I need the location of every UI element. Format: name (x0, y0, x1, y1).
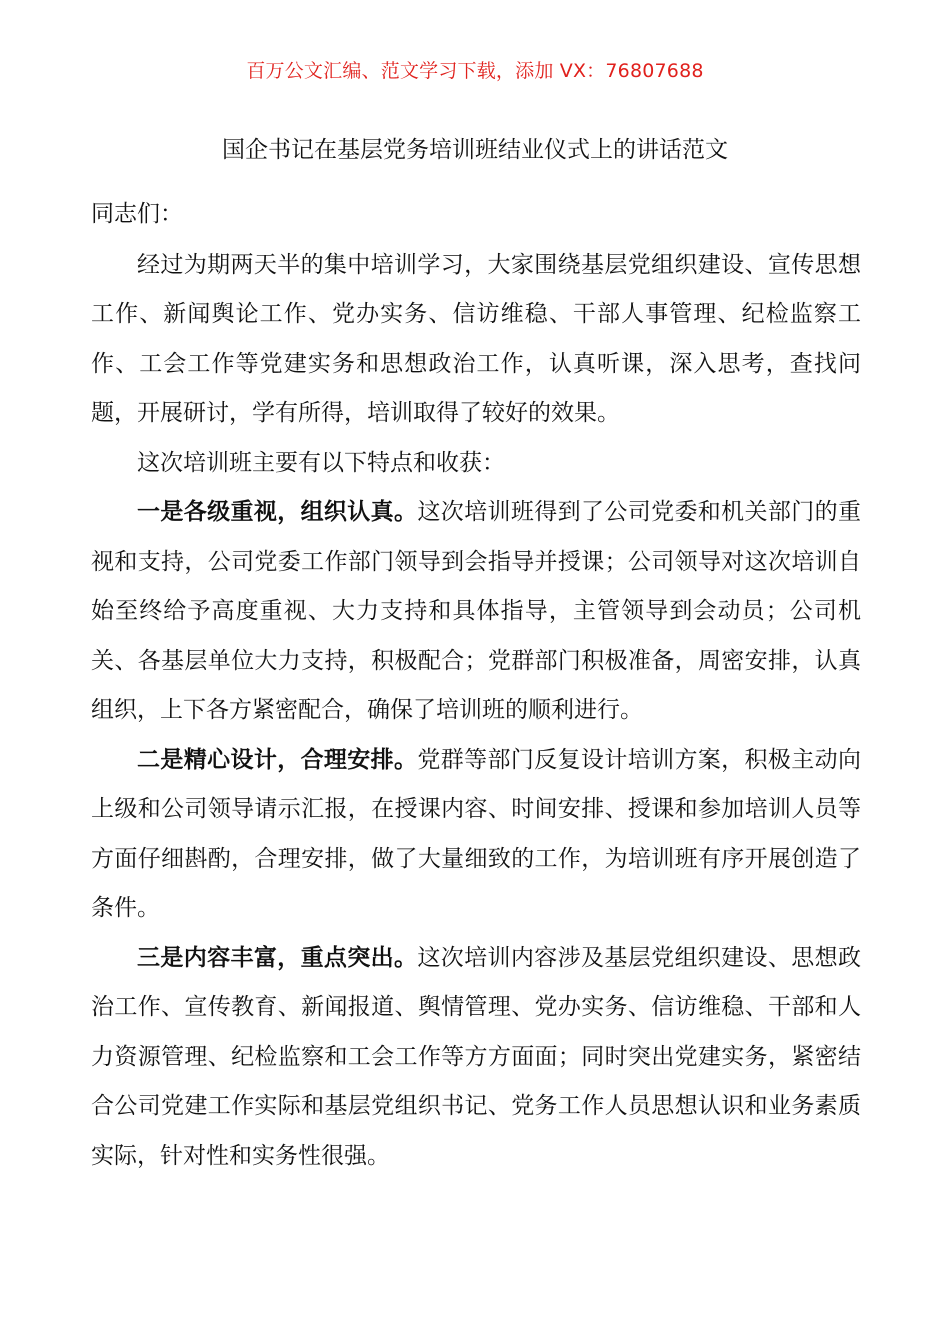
paragraph-intro (91, 241, 861, 439)
paragraph-heading: 三是内容丰富，重点突出。 (137, 944, 418, 971)
paragraph-summary-lead (91, 439, 861, 489)
paragraph-point-three (91, 934, 861, 1182)
paragraph-point-two (91, 736, 861, 934)
paragraph-heading: 一是各级重视，组织认真。 (137, 499, 418, 525)
document-body (91, 190, 861, 1181)
paragraph-text: 党群等部门反复设计培训方案，积极主动向上级和公司领导请示汇报，在授课内容、时间安排、授课和参加培训人员等方面仔细斟酌，合理安排，做了大量细致的工作，为培训班有序开展创造了条件。 (91, 746, 862, 921)
paragraph-text: 这次培训班主要有以下特点和收获： (137, 449, 505, 476)
paragraph-text: 这次培训内容涉及基层党组织建设、思想政治工作、宣传教育、新闻报道、舆情管理、党办实务、信访维稳、干部和人力资源管理、纪检监察和工会工作等方方面面；同时突出党建实务，紧密结合公司党建工作实际和基层党组织书记、党务工作人员思想认识和业务素质实际，针对性和实务性很强。 (91, 944, 862, 1169)
paragraph-point-one (91, 488, 861, 736)
header-note: 百万公文汇编、范文学习下载，添加 VX：76807688 (246, 60, 704, 82)
paragraph-text: 这次培训班得到了公司党委和机关部门的重视和支持，公司党委工作部门领导到会指导并授课；公司领导对这次培训自始至终给予高度重视、大力支持和具体指导，主管领导到会动员；公司机关、各基层单位大力支持，积极配合；党群部门积极准备，周密安排，认真组织，上下各方紧密配合，确保了培训班的顺利进行。 (91, 499, 862, 723)
salutation: 同志们： (91, 201, 183, 227)
document-title: 国企书记在基层党务培训班结业仪式上的讲话范文 (222, 137, 728, 163)
paragraph-heading: 二是精心设计，合理安排。 (137, 746, 418, 773)
paragraph-text: 经过为期两天半的集中培训学习，大家围绕基层党组织建设、宣传思想工作、新闻舆论工作、党办实务、信访维稳、干部人事管理、纪检监察工作、工会工作等党建实务和思想政治工作，认真听课，深入思考，查找问题，开展研讨，学有所得，培训取得了较好的效果。 (91, 251, 861, 426)
